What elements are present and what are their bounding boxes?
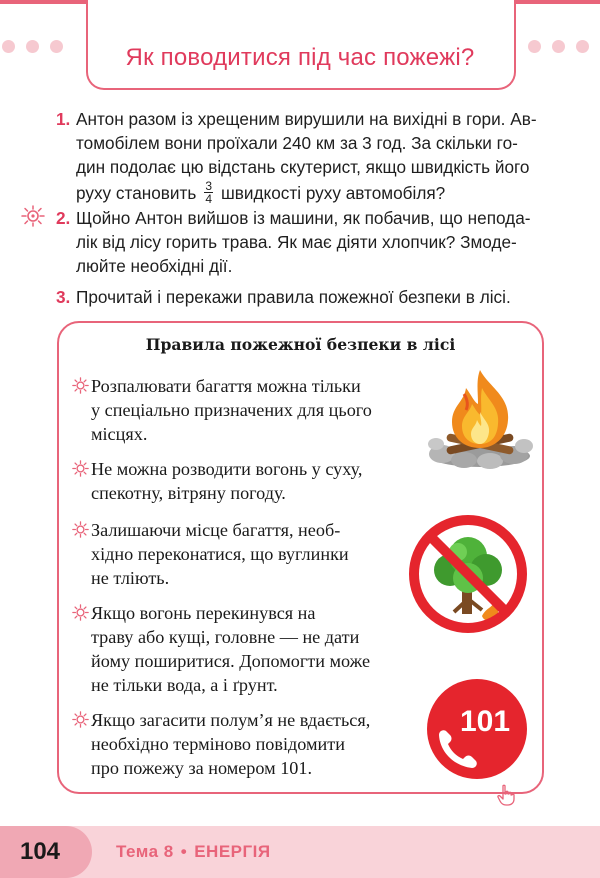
sun-bullet-icon (72, 604, 89, 621)
rule-item (72, 518, 412, 590)
rule-item (72, 457, 412, 505)
sun-bullet-icon (72, 460, 89, 477)
task-line: люйте необхідні дії. (76, 256, 233, 276)
task-line: лік від лісу горить трава. Як має діяти хлопчик? Змоде- (76, 232, 517, 252)
rule-line: не тільки вода, а і ґрунт. (91, 675, 278, 695)
sun-bullet-icon (72, 521, 89, 538)
section-label: ЕНЕРГІЯ (194, 842, 271, 861)
fraction (204, 180, 213, 205)
rule-item (72, 374, 412, 446)
task-line: Прочитай і перекажи правила пожежної безпеки в лісі. (76, 287, 511, 307)
task-line: дин подолає цю відстань скутерист, якщо швидкість його (76, 157, 530, 177)
rule-line: Якщо загасити полум’я не вдається, (91, 710, 371, 730)
rules-heading: Правила пожежної безпеки в лісі (145, 335, 456, 354)
pointing-hand-icon (496, 784, 516, 806)
sun-bullet-icon (72, 377, 89, 394)
footer-topic (116, 842, 271, 862)
rule-line: про пожежу за номером 101. (91, 758, 313, 778)
rule-line: йому поширитися. Допомогти може (91, 651, 371, 671)
rule-item (72, 708, 412, 780)
sun-bullet-icon (72, 711, 89, 728)
task-1 (56, 107, 556, 207)
task-number: 2. (56, 208, 71, 228)
rule-line: місцях. (91, 424, 148, 444)
no-fire-in-forest-icon (406, 512, 530, 636)
emergency-phone-badge (425, 677, 529, 781)
rule-line: хідно переконатися, що вуглинки (91, 544, 349, 564)
topic-label: Тема 8 (116, 842, 174, 861)
rule-line: Якщо вогонь перекинувся на (91, 603, 316, 623)
header-line-left (0, 0, 88, 4)
page-title: Як поводитися під час пожежі? (125, 44, 475, 71)
topic-separator: • (180, 842, 188, 861)
fraction-denominator: 4 (205, 191, 212, 206)
fraction-numerator: 3 (205, 178, 212, 193)
page-number: 104 (19, 838, 61, 865)
rule-line: у спеціально призначених для цього (91, 400, 372, 420)
task-line: Щойно Антон вийшов із машини, як побачив, що непода- (76, 208, 531, 228)
emergency-number: 101 (459, 705, 511, 738)
header-line-right (513, 0, 600, 4)
rule-line: траву або кущі, головне — не дати (91, 627, 360, 647)
task-2 (56, 206, 556, 278)
rule-line: спекотну, вітряну погоду. (91, 483, 286, 503)
campfire-icon (424, 362, 536, 474)
task-line-part: руху становить (76, 183, 197, 203)
task-line: Антон разом із хрещеним вирушили на вихідні в гори. Ав- (76, 109, 537, 129)
header (0, 0, 600, 100)
rule-line: Не можна розводити вогонь у суху, (91, 459, 363, 479)
task-line: томобілем вони проїхали 240 км за 3 год. За скільки го- (76, 133, 518, 153)
rule-line: не тліють. (91, 568, 170, 588)
rule-line: необхідно терміново повідомити (91, 734, 345, 754)
task-number: 1. (56, 109, 71, 129)
rule-line: Залишаючи місце багаття, необ- (91, 520, 341, 540)
group-work-icon (20, 205, 46, 227)
task-3 (56, 285, 556, 309)
task-number: 3. (56, 287, 71, 307)
rule-line: Розпалювати багаття можна тільки (91, 376, 361, 396)
rule-item (72, 601, 412, 697)
task-line-part: швидкості руху автомобіля? (220, 183, 446, 203)
